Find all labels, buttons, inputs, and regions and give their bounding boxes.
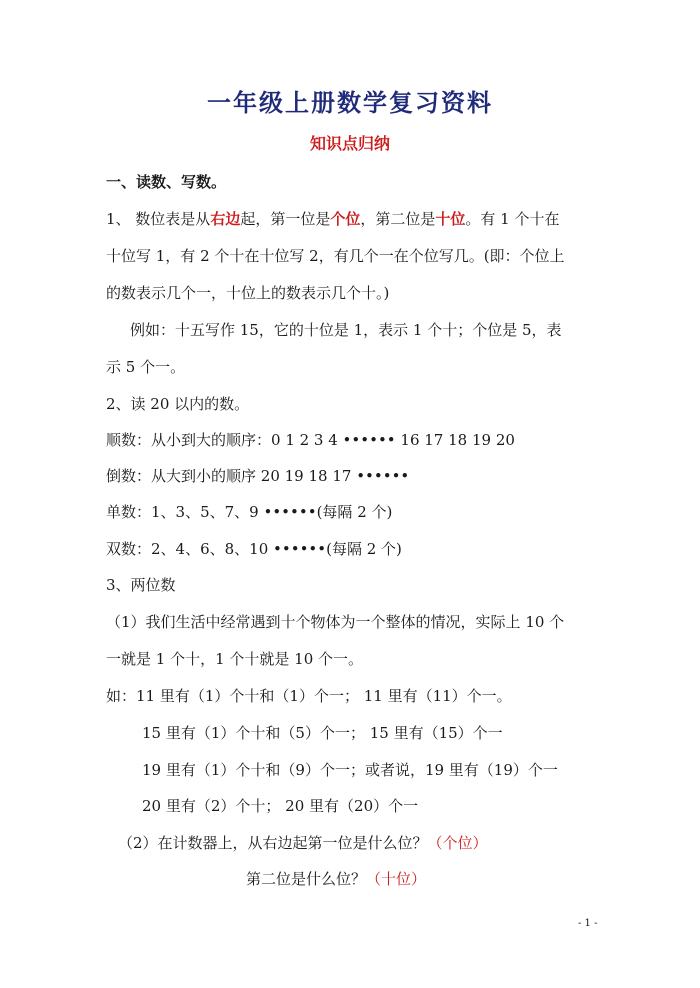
item1-line1 — [106, 209, 559, 229]
item3-p3 — [246, 869, 426, 889]
item1-text-a: 1、 数位表是从 — [106, 210, 211, 228]
page-number: - 1 - — [578, 918, 598, 929]
item1-text-g: 。有 1 个十在 — [465, 210, 560, 228]
item1-line2: 十位写 1，有 2 个十在十位写 2，有几个一在个位写几。(即：个位上 — [106, 247, 565, 265]
page-title: 一年级上册数学复习资料 — [207, 88, 493, 117]
item3-p3-question: 第二位是什么位？ — [246, 870, 367, 888]
item1-text-c: 起，第一位是 — [240, 210, 331, 228]
item1-ones-place: 个位 — [330, 210, 361, 228]
item3-p1-line2: 一就是 1 个十，1 个十就是 10 个一。 — [106, 650, 364, 668]
shunshu-line: 顺数：从小到大的顺序：0 1 2 3 4 •••••• 16 17 18 19 20 — [106, 431, 515, 449]
example-11: 如：11 里有（1）个十和（1）个一； 11 里有（11）个一。 — [106, 687, 512, 705]
example-line1: 例如：十五写作 15，它的十位是 1，表示 1 个十；个位是 5，表 — [130, 321, 562, 339]
example-19: 19 里有（1）个十和（9）个一；或者说，19 里有（19）个一 — [142, 761, 558, 779]
item1-line3: 的数表示几个一，十位上的数表示几个十。) — [106, 284, 390, 302]
item3-p2 — [118, 833, 488, 853]
item3-p1-line1: （1）我们生活中经常遇到十个物体为一个整体的情况，实际上 10 个 — [106, 613, 565, 631]
item3-heading: 3、两位数 — [106, 576, 176, 594]
shuangshu-line: 双数：2、4、6、8、10 ••••••(每隔 2 个) — [106, 540, 402, 558]
example-line2: 示 5 个一。 — [106, 358, 186, 376]
item3-p2-answer: （个位） — [427, 834, 488, 852]
item1-tens-place: 十位 — [435, 210, 466, 228]
example-15: 15 里有（1）个十和（5）个一； 15 里有（15）个一 — [142, 724, 503, 742]
item1-right-side: 右边 — [210, 210, 241, 228]
danshu-line: 单数：1、3、5、7、9 ••••••(每隔 2 个) — [106, 503, 393, 521]
section-heading: 一、读数、写数。 — [106, 173, 227, 191]
example-20: 20 里有（2）个十； 20 里有（20）个一 — [142, 797, 419, 815]
item1-text-e: ，第二位是 — [360, 210, 436, 228]
page-subtitle: 知识点归纳 — [309, 134, 390, 153]
item3-p2-question: （2）在计数器上，从右边起第一位是什么位？ — [118, 834, 428, 852]
daoshu-line: 倒数：从大到小的顺序 20 19 18 17 •••••• — [106, 467, 410, 485]
item3-p3-answer: （十位） — [366, 870, 427, 888]
item2-heading: 2、读 20 以内的数。 — [106, 395, 250, 413]
